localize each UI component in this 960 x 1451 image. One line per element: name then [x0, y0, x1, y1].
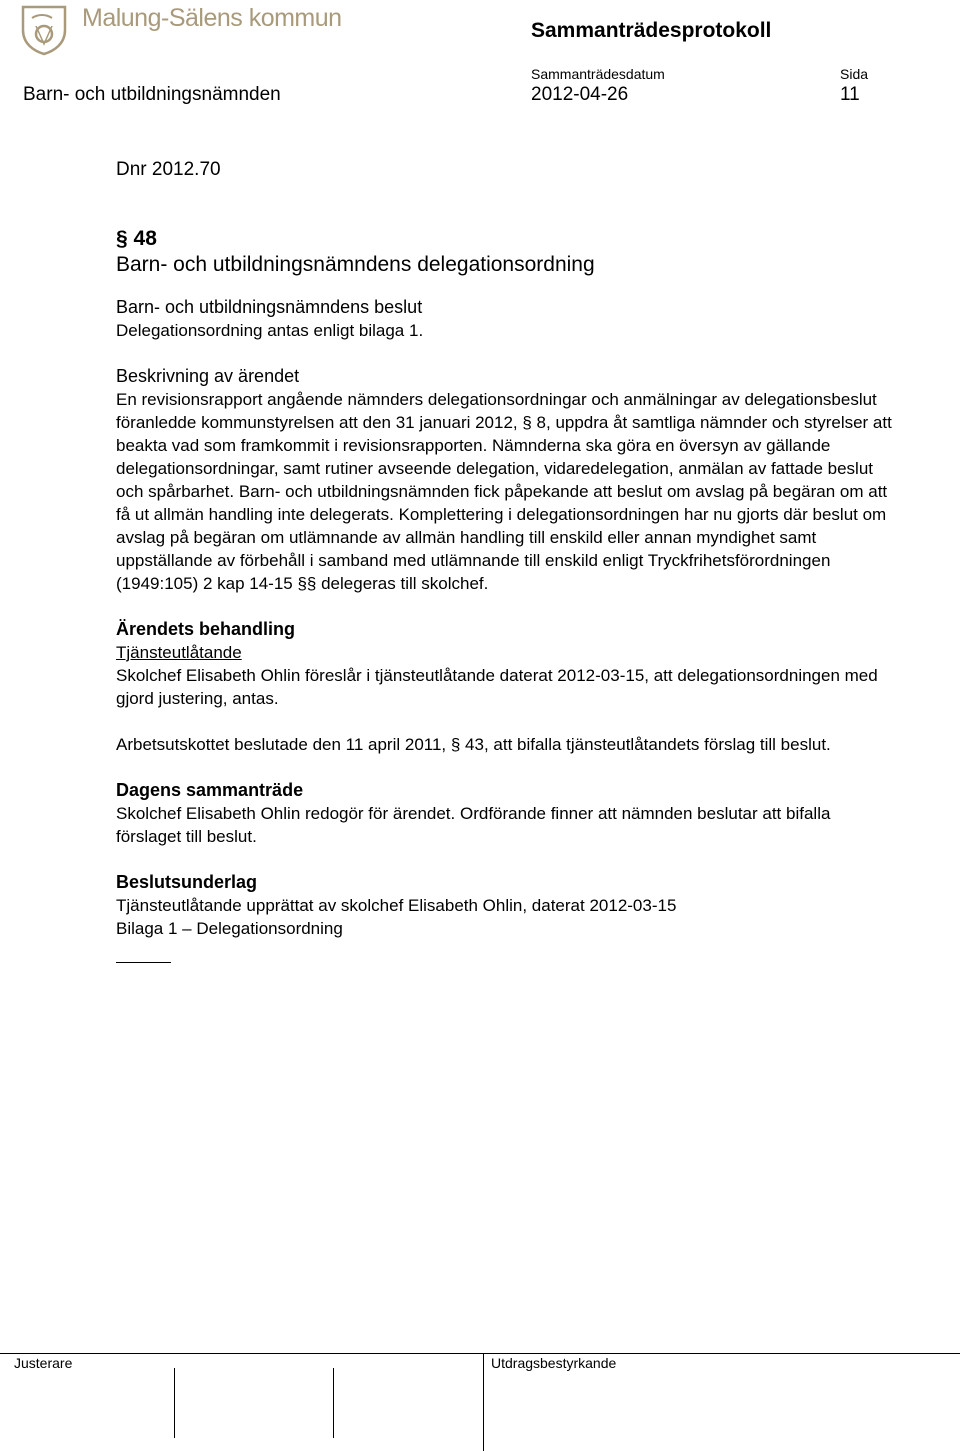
certification-label: Utdragsbestyrkande: [491, 1355, 617, 1371]
meeting-text: Skolchef Elisabeth Ohlin redogör för ärendet. Ordförande finner att nämnden beslutar att bifalla förslaget till beslut.: [116, 804, 831, 846]
document-title: Sammanträdesprotokoll: [531, 19, 772, 42]
committee-name: Barn- och utbildningsnämnden: [23, 84, 281, 105]
case-number: Dnr 2012.70: [116, 159, 221, 180]
signer-label: Justerare: [14, 1355, 73, 1371]
signature-box-divider-2: [333, 1368, 334, 1438]
description-heading: Beskrivning av ärendet: [116, 366, 300, 386]
handling-heading: Ärendets behandling: [116, 619, 296, 639]
meeting-date: 2012-04-26: [531, 84, 629, 105]
coat-of-arms-icon: [20, 4, 76, 56]
protocol-body: [116, 158, 896, 963]
org-name: Malung-Sälens kommun: [82, 4, 342, 32]
committee-decision-text: Arbetsutskottet beslutade den 11 april 2011, § 43, att bifalla tjänsteutlåtandets förslag till beslut.: [116, 735, 831, 754]
meeting-heading: Dagens sammanträde: [116, 780, 304, 800]
footer-rule: [0, 1353, 960, 1354]
section-number: § 48: [116, 227, 157, 250]
basis-heading: Beslutsunderlag: [116, 872, 258, 892]
handling-text: Skolchef Elisabeth Ohlin föreslår i tjänsteutlåtande daterat 2012-03-15, att delegationsordningen med gjord justering, antas.: [116, 666, 878, 708]
decision-text: Delegationsordning antas enligt bilaga 1.: [116, 321, 424, 340]
signature-box-divider-1: [174, 1368, 175, 1438]
page-number: 11: [840, 84, 860, 105]
handling-subheading: Tjänsteutlåtande: [116, 643, 242, 662]
basis-line-2: Bilaga 1 – Delegationsordning: [116, 919, 343, 938]
decision-heading: Barn- och utbildningsnämndens beslut: [116, 297, 423, 317]
end-rule: [116, 962, 171, 963]
description-text: En revisionsrapport angående nämnders delegationsordningar och anmälningar av delegationsbeslut föranledde kommunstyrelsen att den 31 januari 2012, § 8, uppdra åt samtliga nämnder och styrelser att beakta vad som framkommit i revisionsrapporten. Nämnderna ska göra en översyn av gällande delegationsordningar, samt rutiner avseende delegation, vidaredelegation, anmälan av fattade beslut och spårbarhet. Barn- och utbildningsnämnden fick påpekande att beslut om avslag på begäran om att få ut allmän handling inte delegerats. Komplettering i delegationsordningen har nu gjorts där beslut om avslag på begäran om utlämnande av allmän handling till enskild eller annan myndighet samt uppställande av förbehåll i samband med utlämnande till enskild enligt Tryckfrihetsförordningen (1949:105) 2 kap 14-15 §§ delegeras till skolchef.: [116, 390, 892, 593]
date-label: Sammanträdesdatum: [531, 66, 665, 82]
signature-box-divider-3: [483, 1353, 484, 1451]
case-title: Barn- och utbildningsnämndens delegationsordning: [116, 253, 595, 276]
page-label: Sida: [840, 66, 869, 82]
basis-line-1: Tjänsteutlåtande upprättat av skolchef Elisabeth Ohlin, daterat 2012-03-15: [116, 896, 677, 915]
